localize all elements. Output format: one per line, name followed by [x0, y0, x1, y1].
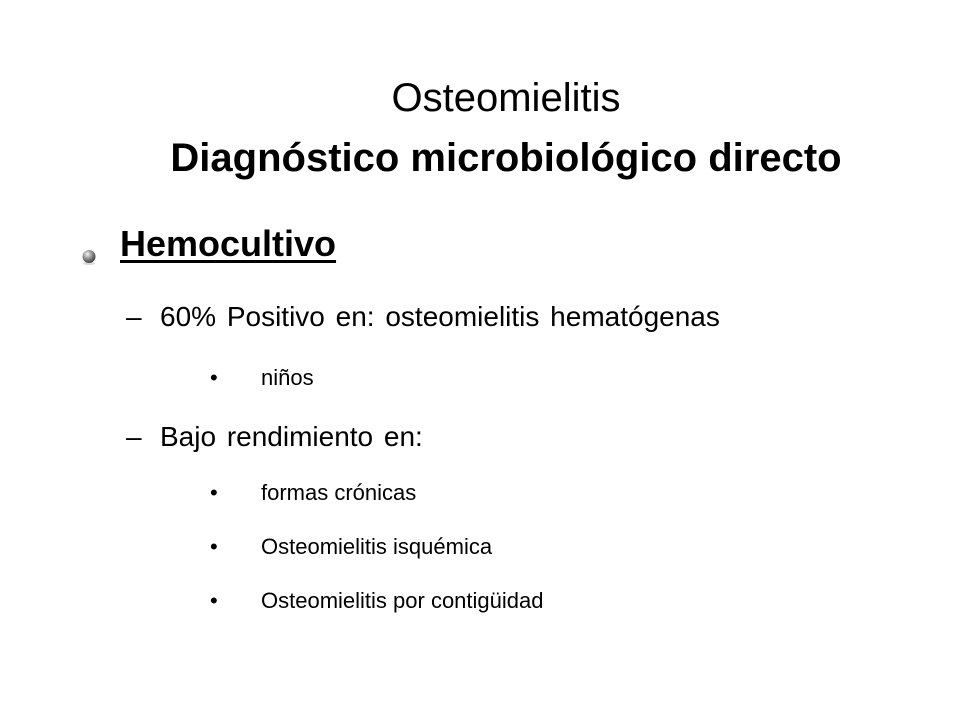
sphere-bullet-icon [80, 248, 98, 266]
list-item-text: 60% Positivo en: osteomielitis hematógenas [160, 301, 720, 332]
sub-list-item-text: Osteomielitis isquémica [261, 534, 493, 559]
bullet-dot: • [210, 588, 218, 613]
section-heading: Hemocultivo [120, 223, 337, 264]
dash-marker: – [126, 421, 142, 452]
dash-marker: – [126, 301, 142, 332]
list-item-text: Bajo rendimiento en: [160, 421, 423, 452]
sub-list-item-text: Osteomielitis por contigüidad [261, 588, 544, 613]
slide-title: Osteomielitis [391, 76, 621, 120]
slide-subtitle: Diagnóstico microbiológico directo [170, 136, 842, 180]
sub-list-item-text: niños [261, 365, 314, 390]
bullet-dot: • [210, 480, 218, 505]
bullet-dot: • [210, 534, 218, 559]
sub-list-item-text: formas crónicas [261, 480, 417, 505]
bullet-dot: • [210, 365, 218, 390]
